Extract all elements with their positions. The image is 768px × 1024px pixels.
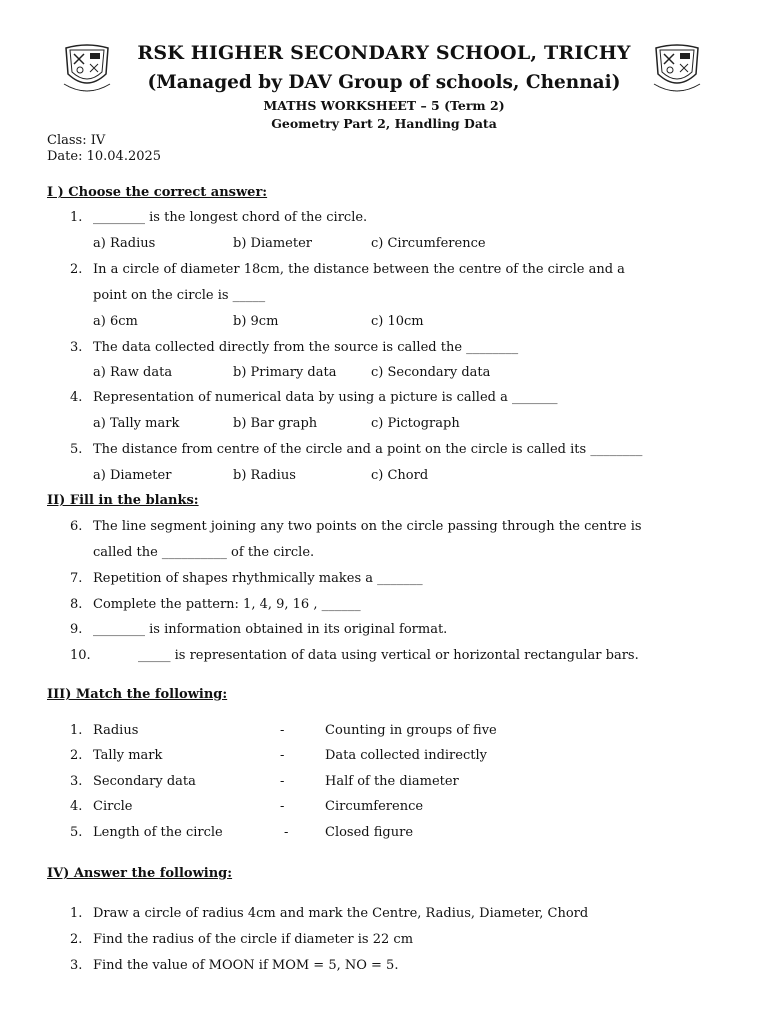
blank-number: 8. <box>70 597 83 612</box>
match-number: 1. <box>70 723 83 738</box>
section-heading-2: II) Fill in the blanks: <box>47 493 199 508</box>
blank-text: The line segment joining any two points on the circle passing through the centre is <box>93 519 642 534</box>
answer-option: b) Bar graph <box>233 416 318 431</box>
answer-number: 2. <box>70 932 83 947</box>
answer-option: c) Circumference <box>371 236 486 251</box>
answer-option: c) Chord <box>371 468 429 483</box>
date-label: Date: 10.04.2025 <box>47 149 162 164</box>
question-text: The distance from centre of the circle and a point on the circle is called its ________ <box>93 442 643 457</box>
section-heading-3: III) Match the following: <box>47 687 228 702</box>
blank-number: 10. <box>70 648 91 663</box>
answer-option: a) Radius <box>93 236 156 251</box>
answer-option: c) Pictograph <box>371 416 460 431</box>
answer-option: a) Raw data <box>93 365 173 380</box>
question-number: 1. <box>70 210 83 225</box>
blank-text: _____ is representation of data using vertical or horizontal rectangular bars. <box>138 648 639 663</box>
match-right: Closed figure <box>325 825 414 840</box>
match-dash: - <box>280 799 285 814</box>
worksheet-topic: Geometry Part 2, Handling Data <box>271 116 497 131</box>
blank-text: ________ is information obtained in its original format. <box>93 622 448 637</box>
answer-question: Find the radius of the circle if diameter is 22 cm <box>93 932 414 947</box>
answer-question: Draw a circle of radius 4cm and mark the Centre, Radius, Diameter, Chord <box>93 906 589 921</box>
question-number: 4. <box>70 390 83 405</box>
match-right: Counting in groups of five <box>325 723 497 738</box>
blank-text: Complete the pattern: 1, 4, 9, 16 , ______ <box>93 597 361 612</box>
school-name: RSK HIGHER SECONDARY SCHOOL, TRICHY <box>137 42 631 64</box>
answer-number: 3. <box>70 958 83 973</box>
question-number: 2. <box>70 262 83 277</box>
answer-option: c) Secondary data <box>371 365 491 380</box>
blank-text: called the __________ of the circle. <box>93 545 315 560</box>
question-text: point on the circle is _____ <box>93 288 266 303</box>
match-dash: - <box>284 825 289 840</box>
blank-number: 6. <box>70 519 83 534</box>
answer-option: b) Radius <box>233 468 296 483</box>
match-left: Radius <box>93 723 139 738</box>
match-left: Length of the circle <box>93 825 223 840</box>
match-right: Data collected indirectly <box>325 748 487 763</box>
match-number: 5. <box>70 825 83 840</box>
answer-option: a) Tally mark <box>93 416 180 431</box>
answer-number: 1. <box>70 906 83 921</box>
answer-option: b) Diameter <box>233 236 313 251</box>
match-dash: - <box>280 748 285 763</box>
match-left: Circle <box>93 799 133 814</box>
answer-option: c) 10cm <box>371 314 424 329</box>
match-number: 2. <box>70 748 83 763</box>
section-heading-4: IV) Answer the following: <box>47 866 233 881</box>
match-number: 4. <box>70 799 83 814</box>
class-label: Class: IV <box>47 133 106 148</box>
match-left: Secondary data <box>93 774 196 789</box>
match-number: 3. <box>70 774 83 789</box>
question-text: In a circle of diameter 18cm, the distance between the centre of the circle and a <box>93 262 625 277</box>
question-text: The data collected directly from the source is called the ________ <box>93 340 519 355</box>
answer-option: b) Primary data <box>233 365 337 380</box>
answer-option: a) 6cm <box>93 314 138 329</box>
blank-number: 7. <box>70 571 83 586</box>
match-dash: - <box>280 774 285 789</box>
question-text: Representation of numerical data by using a picture is called a _______ <box>93 390 558 405</box>
answer-option: a) Diameter <box>93 468 172 483</box>
question-number: 3. <box>70 340 83 355</box>
match-left: Tally mark <box>93 748 163 763</box>
worksheet-title: MATHS WORKSHEET – 5 (Term 2) <box>263 98 505 113</box>
match-right: Half of the diameter <box>325 774 459 789</box>
match-dash: - <box>280 723 285 738</box>
blank-number: 9. <box>70 622 83 637</box>
managed-by: (Managed by DAV Group of schools, Chennai) <box>147 72 621 93</box>
section-heading-1: I ) Choose the correct answer: <box>47 185 268 200</box>
blank-text: Repetition of shapes rhythmically makes a _______ <box>93 571 423 586</box>
answer-question: Find the value of MOON if MOM = 5, NO = 5. <box>93 958 399 973</box>
match-right: Circumference <box>325 799 424 814</box>
answer-option: b) 9cm <box>233 314 279 329</box>
question-text: ________ is the longest chord of the circle. <box>93 210 368 225</box>
question-number: 5. <box>70 442 83 457</box>
